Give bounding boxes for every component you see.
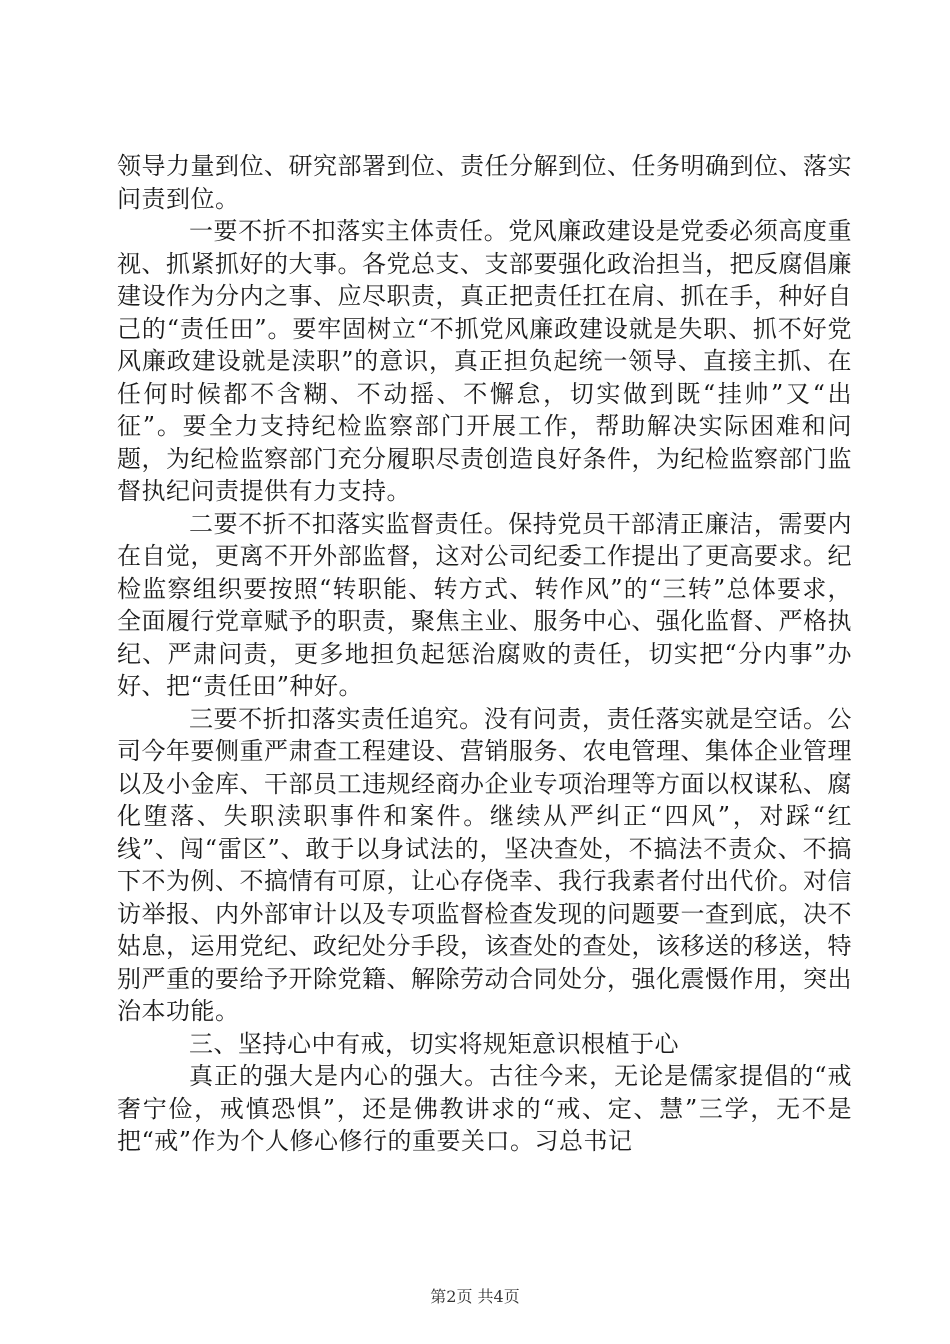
paragraph-2: 一要不折不扣落实主体责任。党风廉政建设是党委必须高度重视、抓紧抓好的大事。各党总支、支部要强化政治担当，把反腐倡廉建设作为分内之事、应尽职责，真正把责任扛在肩、抓在手，种好自己的“责任田”。要牢固树立“不抓党风廉政建设就是失职、抓不好党风廉政建设就是渎职”的意识，真正担负起统一领导、直接主抓、在任何时候都不含糊、不动摇、不懈怠，切实做到既“挂帅”又“出征”。要全力支持纪检监察部门开展工作，帮助解决实际困难和问题，为纪检监察部门充分履职尽责创造良好条件，为纪检监察部门监督执纪问责提供有力支持。 bbox=[117, 217, 852, 505]
page-footer: 第2页 共4页 bbox=[430, 1287, 520, 1306]
section-heading: 三、坚持心中有戒，切实将规矩意识根植于心 bbox=[189, 1029, 679, 1058]
document-body bbox=[117, 150, 852, 1158]
paragraph-5: 真正的强大是内心的强大。古往今来，无论是儒家提倡的“戒奢宁俭，戒慎恐惧”，还是佛教讲求的“戒、定、慧”三学，无不是把“戒”作为个人修心修行的重要关口。习总书记 bbox=[117, 1062, 852, 1155]
paragraph-3: 二要不折不扣落实监督责任。保持党员干部清正廉洁，需要内在自觉，更离不开外部监督，这对公司纪委工作提出了更高要求。纪检监察组织要按照“转职能、转方式、转作风”的“三转”总体要求，全面履行党章赋予的职责，聚焦主业、服务中心、强化监督、严格执纪、严肃问责，更多地担负起惩治腐败的责任，切实把“分内事”办好、把“责任田”种好。 bbox=[117, 509, 852, 700]
paragraph-1: 领导力量到位、研究部署到位、责任分解到位、任务明确到位、落实问责到位。 bbox=[117, 152, 852, 213]
paragraph-4: 三要不折扣落实责任追究。没有问责，责任落实就是空话。公司今年要侧重严肃查工程建设、营销服务、农电管理、集体企业管理以及小金库、干部员工违规经商办企业专项治理等方面以权谋私、腐化堕落、失职渎职事件和案件。继续从严纠正“四风”，对踩“红线”、闯“雷区”、敢于以身试法的，坚决查处，不搞法不责众、不搞下不为例、不搞情有可原，让心存侥幸、我行我素者付出代价。对信访举报、内外部审计以及专项监督检查发现的问题要一查到底，决不姑息，运用党纪、政纪处分手段，该查处的查处，该移送的移送，特别严重的要给予开除党籍、解除劳动合同处分，强化震慑作用，突出治本功能。 bbox=[117, 704, 852, 1025]
